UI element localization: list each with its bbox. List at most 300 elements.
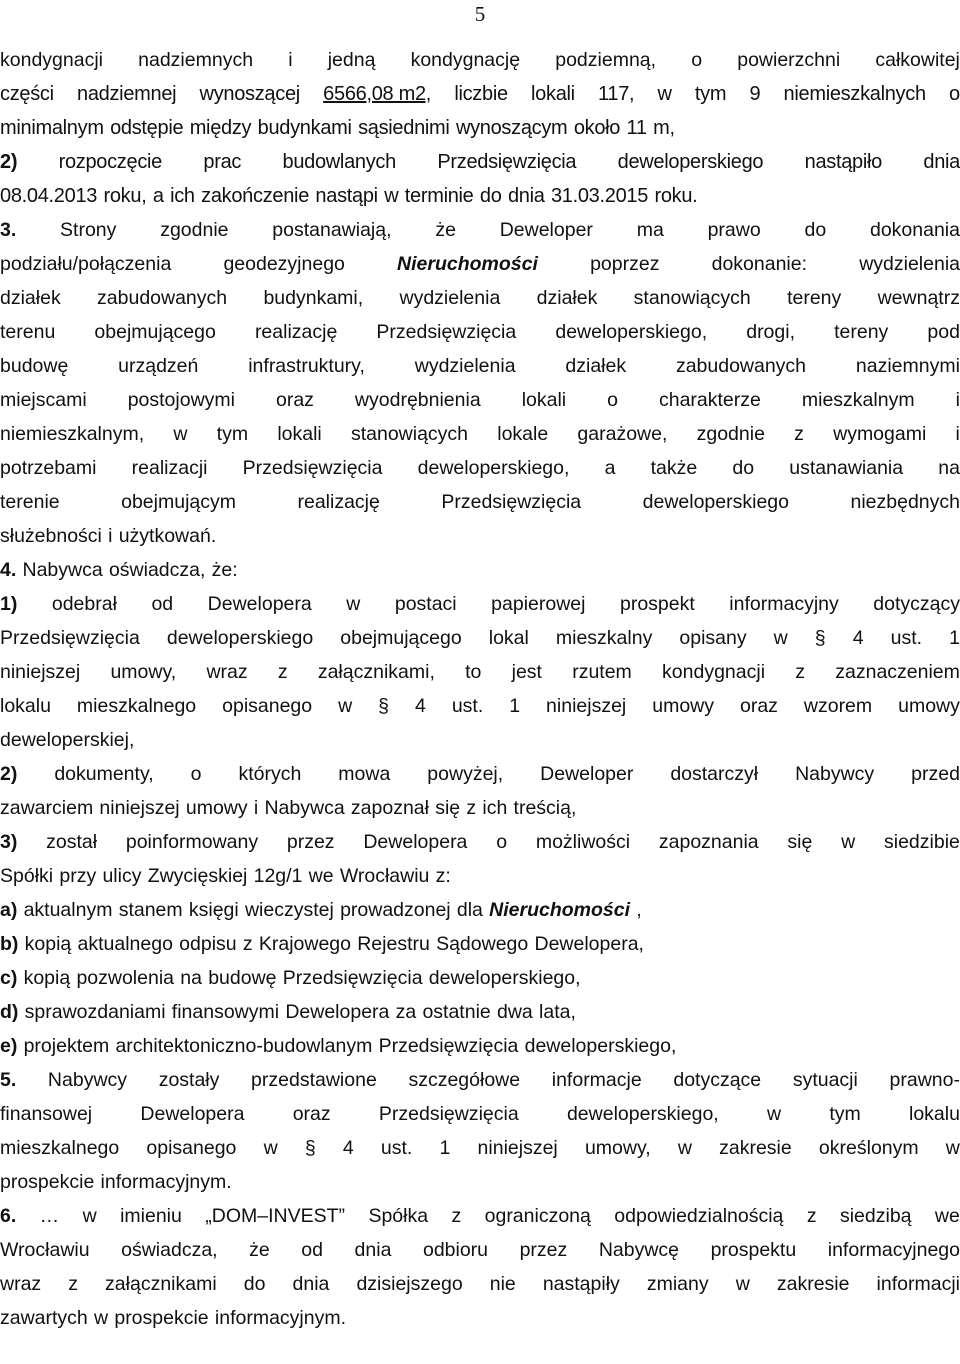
word: do — [479, 185, 502, 207]
word: umowy, — [110, 661, 177, 683]
word: Spółka — [368, 1205, 429, 1227]
word: załącznikami — [105, 1273, 217, 1295]
word: 12g/1 — [253, 865, 303, 887]
word: za — [395, 1001, 417, 1023]
word: Przedsięwzięcia — [378, 1035, 519, 1057]
word: zostały — [158, 1069, 220, 1091]
word: Wrocławiu — [339, 865, 430, 887]
word: się — [435, 797, 461, 819]
word: deweloperskiego, — [555, 321, 708, 343]
word: 9 — [749, 83, 761, 105]
word: pod — [927, 321, 960, 343]
word: … — [39, 1205, 60, 1227]
word: deweloperskiego, — [524, 1035, 677, 1057]
word: projektem — [23, 1035, 110, 1057]
text-line — [0, 179, 960, 213]
word: budowę — [208, 967, 277, 989]
word: dostarczył — [670, 763, 759, 785]
word: w — [346, 593, 361, 615]
word: w — [766, 1103, 782, 1125]
word: sytuacji — [792, 1069, 858, 1091]
word: mowa — [338, 763, 391, 785]
word: w — [945, 1137, 960, 1159]
text-line — [0, 77, 960, 111]
text-line — [0, 791, 960, 825]
word: informacyjnym. — [214, 1307, 347, 1329]
word: Krajowego — [258, 933, 351, 955]
word: oświadcza, — [108, 559, 206, 581]
word: d) — [0, 1001, 19, 1023]
text-line — [0, 315, 960, 349]
word: szczegółowe — [408, 1069, 521, 1091]
word: opisanego — [146, 1137, 237, 1159]
word: wydzielenia — [399, 287, 501, 309]
word: Sądowego — [436, 933, 529, 955]
word: „DOM–INVEST” — [205, 1205, 346, 1227]
word: powierzchni — [737, 49, 841, 71]
text-line — [0, 893, 960, 927]
text-line — [0, 247, 960, 281]
word: o — [496, 831, 508, 853]
word: zapoznania — [658, 831, 759, 853]
word: minimalnym — [0, 117, 104, 139]
word: prawno- — [889, 1069, 960, 1091]
word: ust. — [451, 695, 484, 717]
text-line — [0, 349, 960, 383]
word: Dewelopera — [140, 1103, 245, 1125]
word: przez — [286, 831, 335, 853]
word: kondygnację — [410, 49, 521, 71]
word: nastąpiły — [542, 1273, 620, 1295]
word: zawarciem — [0, 797, 94, 819]
word: poprzez — [590, 253, 660, 275]
word: tereny — [787, 287, 842, 309]
word: odpisu — [179, 933, 237, 955]
word: Wrocławiu — [0, 1239, 90, 1261]
word: tym — [216, 423, 249, 445]
word: budynkami — [257, 117, 352, 139]
word: na — [180, 967, 202, 989]
word: infrastruktury, — [248, 355, 365, 377]
word: umowy — [652, 695, 715, 717]
word: o — [607, 389, 618, 411]
word: ostatnie — [422, 1001, 491, 1023]
word: roku, — [103, 185, 147, 207]
word: Strony — [60, 219, 117, 241]
word: Deweloper — [540, 763, 634, 785]
word: ich — [170, 185, 195, 207]
word: 5. — [0, 1069, 17, 1091]
word: deweloperskiego, — [566, 1103, 719, 1125]
text-line — [0, 383, 960, 417]
word: garażowe, — [577, 423, 668, 445]
word: mieszkalny — [555, 627, 653, 649]
word: że — [435, 219, 456, 241]
word: w — [773, 627, 788, 649]
word: prospektu — [710, 1239, 797, 1261]
word: Zwycięskiej — [147, 865, 248, 887]
word: wraz — [0, 1273, 42, 1295]
word: dnia — [507, 185, 545, 207]
word: i — [288, 49, 293, 71]
word: Przedsięwzięcia — [0, 627, 140, 649]
word: Nieruchomości — [397, 253, 538, 275]
word: aktualnym — [23, 899, 113, 921]
word: zakończenie — [201, 185, 310, 207]
word: drogi, — [746, 321, 795, 343]
word: lokalu — [0, 695, 51, 717]
word: stanem — [118, 899, 183, 921]
word: działek — [536, 287, 598, 309]
word: Przedsięwzięcia — [282, 967, 423, 989]
word: naziemnymi — [855, 355, 960, 377]
word: określonym — [818, 1137, 919, 1159]
word: obejmującego — [94, 321, 216, 343]
word: zakresie — [719, 1137, 792, 1159]
word: lokali — [277, 423, 322, 445]
word: wynoszącym — [455, 117, 568, 139]
text-line — [0, 451, 960, 485]
word: z: — [435, 865, 451, 887]
word: postojowymi — [127, 389, 235, 411]
word: także — [650, 457, 698, 479]
text-line — [0, 689, 960, 723]
word: Nabywca — [264, 797, 345, 819]
word: mieszkalnego — [76, 695, 197, 717]
word: zgodnie — [160, 219, 229, 241]
word: w — [338, 695, 353, 717]
word: budynkami, — [263, 287, 364, 309]
word: realizacji — [131, 457, 208, 479]
page-number: 5 — [474, 2, 486, 26]
word: 4 — [414, 695, 426, 717]
word: siedzibie — [884, 831, 960, 853]
word: sąsiednimi — [358, 117, 450, 139]
word: w — [735, 1273, 750, 1295]
text-line — [0, 213, 960, 247]
word: deweloperskiego, — [428, 967, 581, 989]
word: tym — [694, 83, 727, 105]
word: dla — [456, 899, 483, 921]
word: 1 — [439, 1137, 451, 1159]
word: prawo — [707, 219, 761, 241]
text-line — [0, 43, 960, 77]
word: kopią — [23, 967, 71, 989]
word: Nabywcy — [47, 1069, 128, 1091]
word: do — [804, 219, 827, 241]
text-line — [0, 995, 960, 1029]
word: 4. — [0, 559, 17, 581]
word: Deweloper — [499, 219, 593, 241]
word: ma — [636, 219, 664, 241]
word: między — [189, 117, 252, 139]
word: podziału/połączenia — [0, 253, 172, 275]
word: o — [190, 763, 202, 785]
text-line — [0, 1131, 960, 1165]
word: prospekcie — [0, 1171, 95, 1193]
text-line — [0, 723, 960, 757]
word: 6. — [0, 1205, 17, 1227]
word: ograniczoną — [484, 1205, 591, 1227]
word: umowy, — [584, 1137, 651, 1159]
word: 6566,08 m2, — [323, 83, 432, 105]
word: załącznikami, — [317, 661, 435, 683]
word: lokali — [531, 83, 575, 105]
word: architektoniczno-budowlanym — [115, 1035, 373, 1057]
word: w — [173, 423, 188, 445]
word: roku. — [654, 185, 698, 207]
word: zapoznał — [350, 797, 429, 819]
word: dwa — [497, 1001, 533, 1023]
word: a) — [0, 899, 18, 921]
text-line — [0, 1267, 960, 1301]
word: 117, — [598, 83, 635, 105]
word: nastąpiło — [804, 151, 882, 173]
word: dokonanie: — [711, 253, 808, 275]
word: zakresie — [776, 1273, 850, 1295]
text-line — [0, 111, 960, 145]
word: we — [308, 865, 334, 887]
word: umowy — [898, 695, 960, 717]
word: Dewelopera — [363, 831, 468, 853]
word: zabudowanych — [97, 287, 228, 309]
word: tym — [829, 1103, 861, 1125]
text-line — [0, 621, 960, 655]
word: Rejestru — [357, 933, 430, 955]
word: dnia — [923, 151, 960, 173]
word: których — [238, 763, 302, 785]
word: odpowiedzialnością — [614, 1205, 784, 1227]
word: przedstawione — [251, 1069, 377, 1091]
word: terenu — [0, 321, 56, 343]
word: informacyjnym. — [100, 1171, 232, 1193]
word: 4 — [852, 627, 864, 649]
word: 11 — [626, 117, 647, 139]
word: w — [657, 83, 672, 105]
word: budowę — [0, 355, 69, 377]
word: prac — [203, 151, 242, 173]
word: informacyjny — [729, 593, 839, 615]
word: 4 — [342, 1137, 354, 1159]
word: podziemną, — [555, 49, 657, 71]
text-line — [0, 655, 960, 689]
word: rozpoczęcie — [58, 151, 162, 173]
word: zgodnie — [696, 423, 765, 445]
word: 1 — [509, 695, 521, 717]
text-line — [0, 145, 960, 179]
word: deweloperskiego, — [417, 457, 570, 479]
word: księgi — [188, 899, 239, 921]
word: Nabywcę — [598, 1239, 680, 1261]
word: zmiany — [646, 1273, 709, 1295]
word: został — [46, 831, 98, 853]
word: w — [94, 1307, 109, 1329]
word: tereny — [834, 321, 889, 343]
word: to — [465, 661, 482, 683]
word: realizację — [297, 491, 380, 513]
word: informacje — [551, 1069, 642, 1091]
word: wraz — [206, 661, 248, 683]
word: informacyjnego — [827, 1239, 960, 1261]
word: odebrał — [51, 593, 117, 615]
word: oraz — [275, 389, 314, 411]
text-line — [0, 961, 960, 995]
word: stanowiących — [633, 287, 751, 309]
word: we — [934, 1205, 960, 1227]
word: przed — [911, 763, 960, 785]
word: niniejszej — [477, 1137, 558, 1159]
word: urządzeń — [118, 355, 199, 377]
word: z — [794, 423, 804, 445]
word: działek — [565, 355, 627, 377]
word: 2) — [0, 151, 18, 173]
word: opisany — [679, 627, 747, 649]
text-line — [0, 519, 960, 553]
word: około — [573, 117, 621, 139]
word: i — [108, 525, 113, 547]
word: geodezyjnego — [223, 253, 345, 275]
word: opisanego — [222, 695, 313, 717]
word: treścią, — [513, 797, 577, 819]
text-line — [0, 553, 960, 587]
word: Nabywcy — [795, 763, 875, 785]
word: Spółki — [0, 865, 54, 887]
text-line — [0, 1233, 960, 1267]
word: umowy — [185, 797, 248, 819]
word: kopią — [24, 933, 72, 955]
word: Przedsięwzięcia — [242, 457, 383, 479]
word: przy — [59, 865, 97, 887]
word: wydzielenia — [414, 355, 516, 377]
word: ust. — [890, 627, 923, 649]
word: odstępie — [110, 117, 184, 139]
word: od — [151, 593, 174, 615]
word: Dewelopera, — [534, 933, 644, 955]
word: nadziemnej — [77, 83, 177, 105]
word: niniejszej — [546, 695, 627, 717]
word: b) — [0, 933, 19, 955]
word: Dewelopera — [285, 1001, 390, 1023]
word: zabudowanych — [675, 355, 807, 377]
text-line — [0, 1029, 960, 1063]
word: mieszkalnym — [801, 389, 915, 411]
word: w — [841, 831, 856, 853]
word: dokumenty, — [54, 763, 154, 785]
word: aktualnego — [77, 933, 173, 955]
word: 31.03.2015 — [550, 185, 649, 207]
word: poinformowany — [125, 831, 259, 853]
text-line — [0, 1097, 960, 1131]
word: wzorem — [803, 695, 873, 717]
word: lokali — [521, 389, 567, 411]
word: lokalu — [908, 1103, 960, 1125]
word: terenie — [0, 491, 60, 513]
word: ich — [482, 797, 508, 819]
text-line — [0, 757, 960, 791]
word: w — [384, 185, 399, 207]
word: Przedsięwzięcia — [441, 491, 582, 513]
text-line — [0, 1165, 960, 1199]
word: części — [0, 83, 54, 105]
word: postaci — [394, 593, 457, 615]
word: zawartych — [0, 1307, 88, 1329]
word: terminie — [404, 185, 474, 207]
word: nastąpi — [315, 185, 378, 207]
word: dotyczące — [673, 1069, 762, 1091]
word: do — [243, 1273, 266, 1295]
word: z — [277, 661, 288, 683]
word: liczbie — [454, 83, 508, 105]
word: Przedsięwzięcia — [376, 321, 517, 343]
word: z — [466, 797, 477, 819]
word: o — [949, 83, 960, 105]
word: zaznaczeniem — [835, 661, 960, 683]
word: finansowymi — [171, 1001, 280, 1023]
word: oświadcza, — [121, 1239, 218, 1261]
word: wydzielenia — [859, 253, 960, 275]
word: miejscami — [0, 389, 87, 411]
word: możliwości — [535, 831, 631, 853]
word: finansowej — [0, 1103, 93, 1125]
word: z — [795, 661, 806, 683]
word: wewnątrz — [877, 287, 960, 309]
word: obejmującego — [340, 627, 462, 649]
text-line — [0, 1301, 960, 1335]
word: ulicy — [102, 865, 142, 887]
word: Nieruchomości — [489, 899, 631, 921]
word: lokale — [497, 423, 549, 445]
word: deweloperskiej, — [0, 729, 135, 751]
word: prospekcie — [114, 1307, 209, 1329]
word: z — [451, 1205, 462, 1227]
word: wieczystej — [244, 899, 334, 921]
word: ustanawiania — [789, 457, 904, 479]
word: e) — [0, 1035, 18, 1057]
word: niezbędnych — [850, 491, 960, 513]
word: od — [301, 1239, 323, 1261]
word: i — [955, 423, 960, 445]
word: powyżej, — [427, 763, 504, 785]
text-line — [0, 859, 960, 893]
document-body — [0, 43, 960, 1335]
word: deweloperskiego — [166, 627, 314, 649]
word: 08.04.2013 — [0, 185, 98, 207]
word: oraz — [739, 695, 778, 717]
word: z — [806, 1205, 817, 1227]
word: odbioru — [422, 1239, 489, 1261]
word: i — [955, 389, 960, 411]
word: że — [249, 1239, 270, 1261]
word: Przedsięwzięcia — [437, 151, 577, 173]
word: dokonania — [869, 219, 960, 241]
word: 1) — [0, 593, 18, 615]
word: potrzebami — [0, 457, 97, 479]
text-line — [0, 485, 960, 519]
word: z — [242, 933, 253, 955]
word: nadziemnych — [138, 49, 254, 71]
text-line — [0, 927, 960, 961]
word: kondygnacji — [662, 661, 766, 683]
word: w — [82, 1205, 97, 1227]
word: 1 — [949, 627, 960, 649]
text-line — [0, 1199, 960, 1233]
word: postanawiają, — [272, 219, 392, 241]
word: § — [378, 695, 390, 717]
word: charakterze — [658, 389, 761, 411]
word: dzisiejszego — [356, 1273, 463, 1295]
word: w — [263, 1137, 278, 1159]
word: do — [732, 457, 755, 479]
